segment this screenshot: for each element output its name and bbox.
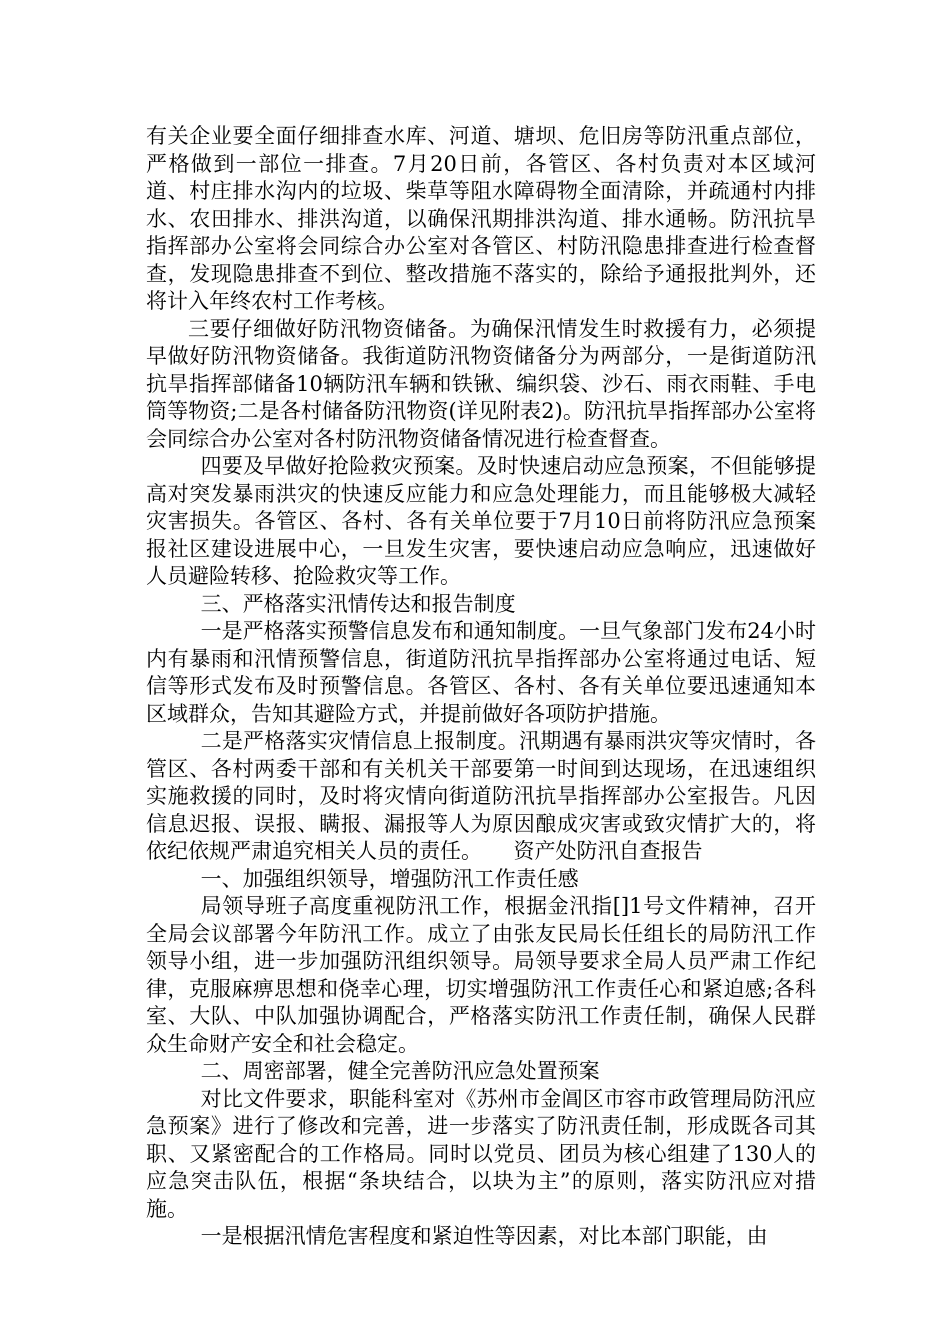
paragraph-7: 对比文件要求，职能科室对《苏州市金阊区市容市政管理局防汛应急预案》进行了修改和完善，进一步落实了防汛责任制，形成既各司其职、又紧密配合的工作格局。同时以党员、团员为核心组建了130人的应急突击队伍，根据“条块结合，以块为主”的原则，落实防汛应对措施。: [146, 1086, 816, 1221]
paragraph-8: 一是根据汛情危害程度和紧迫性等因素，对比本部门职能，由: [200, 1224, 768, 1248]
section-heading-3: 三、严格落实汛情传达和报告制度: [200, 591, 516, 616]
document-body: [146, 123, 816, 1251]
paragraph-4: 一是严格落实预警信息发布和通知制度。一旦气象部门发布24小时内有暴雨和汛情预警信息，街道防汛抗旱指挥部办公室将通过电话、短信等形式发布及时预警信息。各管区、各村、各有关单位要迅速通知本区域群众，告知其避险方式，并提前做好各项防护措施。: [146, 619, 816, 726]
paragraph-6: 局领导班子高度重视防汛工作，根据金汛指[]1号文件精神，召开全局会议部署今年防汛工作。成立了由张友民局长任组长的局防汛工作领导小组，进一步加强防汛组织领导。局领导要求全局人员严肃工作纪律，克服麻痹思想和侥幸心理，切实增强防汛工作责任心和紧迫感;各科室、大队、中队加强协调配合，严格落实防汛工作责任制，确保人民群众生命财产安全和社会稳定。: [146, 894, 816, 1056]
paragraph-3: 四要及早做好抢险救灾预案。及时快速启动应急预案，不但能够提高对突发暴雨洪灾的快速反应能力和应急处理能力，而且能够极大减轻灾害损失。各管区、各村、各有关单位要于7月10日前将防汛应急预案报社区建设进展中心，一旦发生灾害，要快速启动应急响应，迅速做好人员避险转移、抢险救灾等工作。: [146, 454, 816, 588]
section-heading-2: 二、周密部署，健全完善防汛应急处置预案: [200, 1059, 600, 1083]
paragraph-2: 三要仔细做好防汛物资储备。为确保汛情发生时救援有力，必须提早做好防汛物资储备。我街道防汛物资储备分为两部分，一是街道防汛抗旱指挥部储备10辆防汛车辆和铁锹、编织袋、沙石、雨衣雨鞋、手电筒等物资;二是各村储备防汛物资(详见附表2)。防汛抗旱指挥部办公室将会同综合办公室对各村防汛物资储备情况进行检查督查。: [146, 316, 816, 451]
paragraph-1: 有关企业要全面仔细排查水库、河道、塘坝、危旧房等防汛重点部位，严格做到一部位一排查。7月20日前，各管区、各村负责对本区域河道、村庄排水沟内的垃圾、柴草等阻水障碍物全面清除，并疏通村内排水、农田排水、排洪沟道，以确保汛期排洪沟道、排水通畅。防汛抗旱指挥部办公室将会同综合办公室对各管区、村防汛隐患排查进行检查督查，发现隐患排查不到位、整改措施不落实的，除给予通报批判外，还将计入年终农村工作考核。: [146, 124, 816, 313]
section-heading-1: 一、加强组织领导，增强防汛工作责任感: [200, 866, 579, 891]
paragraph-5: 二是严格落实灾情信息上报制度。汛期遇有暴雨洪灾等灾情时，各管区、各村两委干部和有关机关干部要第一时间到达现场，在迅速组织实施救援的同时，及时将灾情向街道防汛抗旱指挥部办公室报告。凡因信息迟报、误报、瞒报、漏报等人为原因酿成灾害或致灾情扩大的，将依纪依规严肃追究相关人员的责任。 资产处防汛自查报告: [146, 729, 816, 863]
